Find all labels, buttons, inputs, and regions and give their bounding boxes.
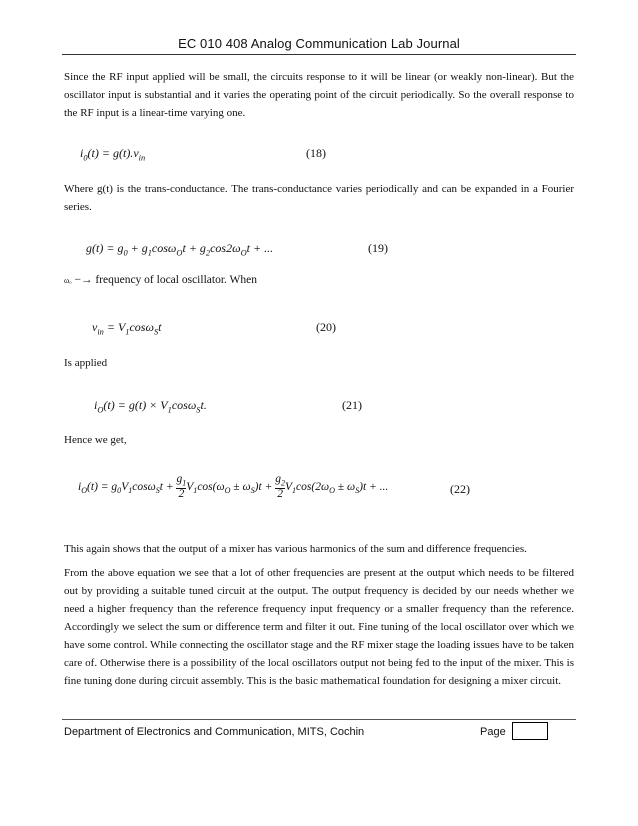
harmonics-paragraph: This again shows that the output of a mixer has various harmonics of the sum and difference frequencies. bbox=[64, 543, 527, 555]
footer-rule bbox=[62, 719, 576, 720]
header-rule bbox=[62, 54, 576, 55]
arrow-symbol: −→ bbox=[74, 274, 93, 286]
equation-22-number: (22) bbox=[450, 482, 470, 496]
equation-18-number: (18) bbox=[306, 146, 326, 160]
equation-20: $v_{in} = V_1\cos\omega_St$ bbox=[92, 320, 162, 337]
hence-text: Hence we get, bbox=[64, 434, 127, 446]
applied-text: Is applied bbox=[64, 357, 108, 369]
omega-symbol: ωₒ bbox=[64, 276, 72, 285]
equation-21-number: (21) bbox=[342, 398, 362, 412]
page-number-box bbox=[512, 722, 548, 740]
equation-22: $i_O(t) = g_0V_1\cos\omega_St$ + $\frac{g_1}{2}$ $V_1\cos(\omega_O \pm \omega_S)t$ + $\frac{g_2}{2}$ $V_1\cos(2\omega_O \pm \omega_S)t$ + ... bbox=[78, 473, 389, 501]
page-header: EC 010 408 Analog Communication Lab Journal bbox=[178, 36, 460, 51]
footer-department: Department of Electronics and Communication, MITS, Cochin bbox=[64, 726, 365, 738]
equation-21: $i_O(t) = g(t) \times V_1\cos\omega_St$. bbox=[94, 398, 207, 415]
omega-definition-text: frequency of local oscillator. When bbox=[95, 274, 258, 286]
equation-19: $g(t) = g_0 + g_1\cos\omega_Ot + g_2\cos 2\omega_Ot$ + ... bbox=[86, 241, 274, 258]
transconductance-paragraph: Where g(t) is the trans-conductance. The trans-conductance varies periodically and can be expanded in a Fourier series. bbox=[64, 183, 574, 213]
conclusion-paragraph: From the above equation we see that a lot of other frequencies are present at the output which needs to be filtered out by providing a suitable tuned circuit at the output. The output frequency is decided by our needs whether we need a higher frequency than the reference frequency input frequency or a smaller frequency than the reference. Accordingly we select the sum or difference term and filter it out. Fine tuning of the local oscillator over which we have some control. While connecting the oscillator stage and the RF mixer stage the loading issues have to be taken care of. Otherwise there is a possibility of the local oscillators output not being fed to the input of the mixer. This is fine tuning done during circuit assembly. This is the basic mathematical foundation for designing a mixer circuit. bbox=[64, 567, 574, 687]
equation-19-number: (19) bbox=[368, 241, 388, 255]
footer-page-label: Page bbox=[480, 726, 506, 738]
equation-20-number: (20) bbox=[316, 320, 336, 334]
equation-18: $i_0(t) = g(t).v_{in}$ bbox=[80, 146, 146, 163]
intro-paragraph: Since the RF input applied will be small, the circuits response to it will be linear (or weakly non-linear). But the oscillator input is substantial and it varies the operating point of the circuit periodically. So the overall response to the RF input is a linear-time varying one. bbox=[64, 71, 574, 119]
omega-definition-line bbox=[64, 274, 257, 286]
